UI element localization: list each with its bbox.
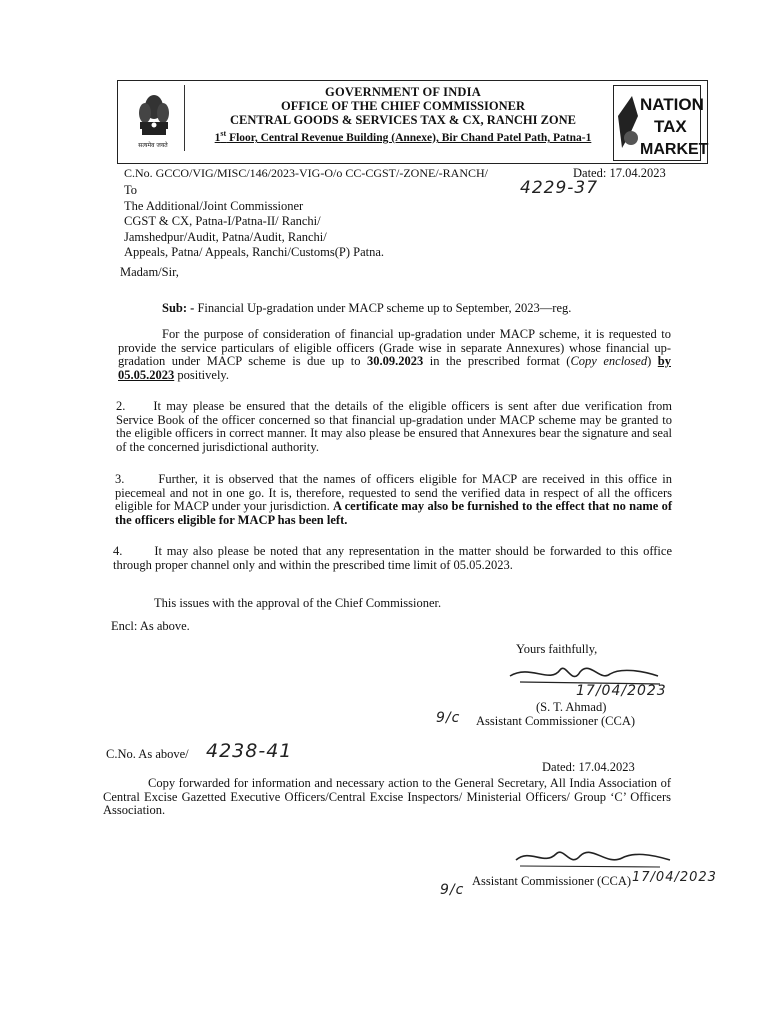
to-label: To xyxy=(124,183,138,197)
letter-date: Dated: 17.04.2023 xyxy=(573,166,666,180)
paragraph-1: For the purpose of consideration of financial up-gradation under MACP scheme, it is requested to provide the service particulars of eligible officers (Grade wise in separate Annexures) whose financial up-gradation under MACP scheme is due up to 30.09.2023 in the prescribed format (Copy enclosed) by 05.05.2023 positively. xyxy=(118,327,671,382)
signatory-name: (S. T. Ahmad) xyxy=(536,700,607,714)
enclosure-note: Encl: As above. xyxy=(111,619,190,633)
subject: Sub: - Financial Up-gradation under MACP scheme up to September, 2023—reg. xyxy=(162,301,572,315)
addressee-line-2: CGST & CX, Patna-I/Patna-II/ Ranchi/ xyxy=(124,214,321,228)
paragraph-4: 4. It may also please be noted that any representation in the matter should be forwarded to this office through proper channel only and within the prescribed time limit of 05.05.2023. xyxy=(113,544,672,572)
copy-designation: Assistant Commissioner (CCA) xyxy=(472,874,632,888)
nation-tax-market-logo xyxy=(613,85,709,161)
logo-text-nation: NATION xyxy=(640,95,704,114)
handwritten-dispatch-number: 4229-37 xyxy=(520,178,599,198)
header-line-3: CENTRAL GOODS & SERVICES TAX & CX, RANCHI ZONE xyxy=(229,113,577,127)
signatory-designation: Assistant Commissioner (CCA) xyxy=(476,714,636,728)
letterhead xyxy=(117,80,708,164)
salutation: Madam/Sir, xyxy=(120,265,179,279)
yours-faithfully: Yours faithfully, xyxy=(516,642,598,656)
addressee-line-3: Jamshedpur/Audit, Patna/Audit, Ranchi/ xyxy=(124,230,327,244)
handwritten-copy-number: 4238-41 xyxy=(206,740,293,762)
header-line-1: GOVERNMENT OF INDIA xyxy=(325,85,481,99)
letterhead-text xyxy=(188,85,618,145)
addressee-line-4: Appeals, Patna/ Appeals, Ranchi/Customs(P) Patna. xyxy=(124,245,385,259)
signature-date-1: 17/04/2023 xyxy=(576,683,667,699)
reference-number: C.No. GCCO/VIG/MISC/146/2023-VIG-O/o CC-CGST/-ZONE/-RANCH/ xyxy=(124,166,489,180)
logo-text-tax: TAX xyxy=(654,117,687,136)
handwritten-initial-2: 9/c xyxy=(440,882,465,898)
copy-forward-text: Copy forwarded for information and necessary action to the General Secretary, All India Association of Central Excise Gazetted Executive Officers/Central Excise Inspectors/ Ministerial Officers/ Group ‘C’ Officers Association. xyxy=(103,776,671,817)
signature-date-2: 17/04/2023 xyxy=(632,870,717,885)
paragraph-3: 3. Further, it is observed that the names of officers eligible for MACP are received in this office in piecemeal and not in one go. It is, therefore, requested to send the verified data in respect of all the officers eligible for MACP under your jurisdiction. A certificate may also be furnished to the effect that no name of the officers eligible for MACP has been left. xyxy=(115,472,672,527)
approval-note: This issues with the approval of the Chief Commissioner. xyxy=(154,596,442,610)
header-line-4: 1st Floor, Central Revenue Building (Annexe), Bir Chand Patel Path, Patna-1 xyxy=(214,129,592,144)
copy-date: Dated: 17.04.2023 xyxy=(542,760,635,774)
national-emblem-icon xyxy=(128,85,185,151)
handwritten-initial-1: 9/c xyxy=(436,710,461,726)
addressee-line-1: The Additional/Joint Commissioner xyxy=(124,199,304,213)
paragraph-2: 2. It may please be ensured that the details of the eligible officers is sent after due verification from Service Book of the officer concerned so that financial up-gradation under MACP scheme may be granted to the eligible officers in correct manner. It may also please be ensured that Annexures bear the signature and seal of the concerned jurisdictional authority. xyxy=(116,399,672,454)
emblem-motto: सत्यमेव जयते xyxy=(138,142,168,149)
logo-text-market: MARKET xyxy=(640,141,709,158)
copy-reference: C.No. As above/ xyxy=(106,747,189,761)
header-line-2: OFFICE OF THE CHIEF COMMISSIONER xyxy=(280,99,525,113)
